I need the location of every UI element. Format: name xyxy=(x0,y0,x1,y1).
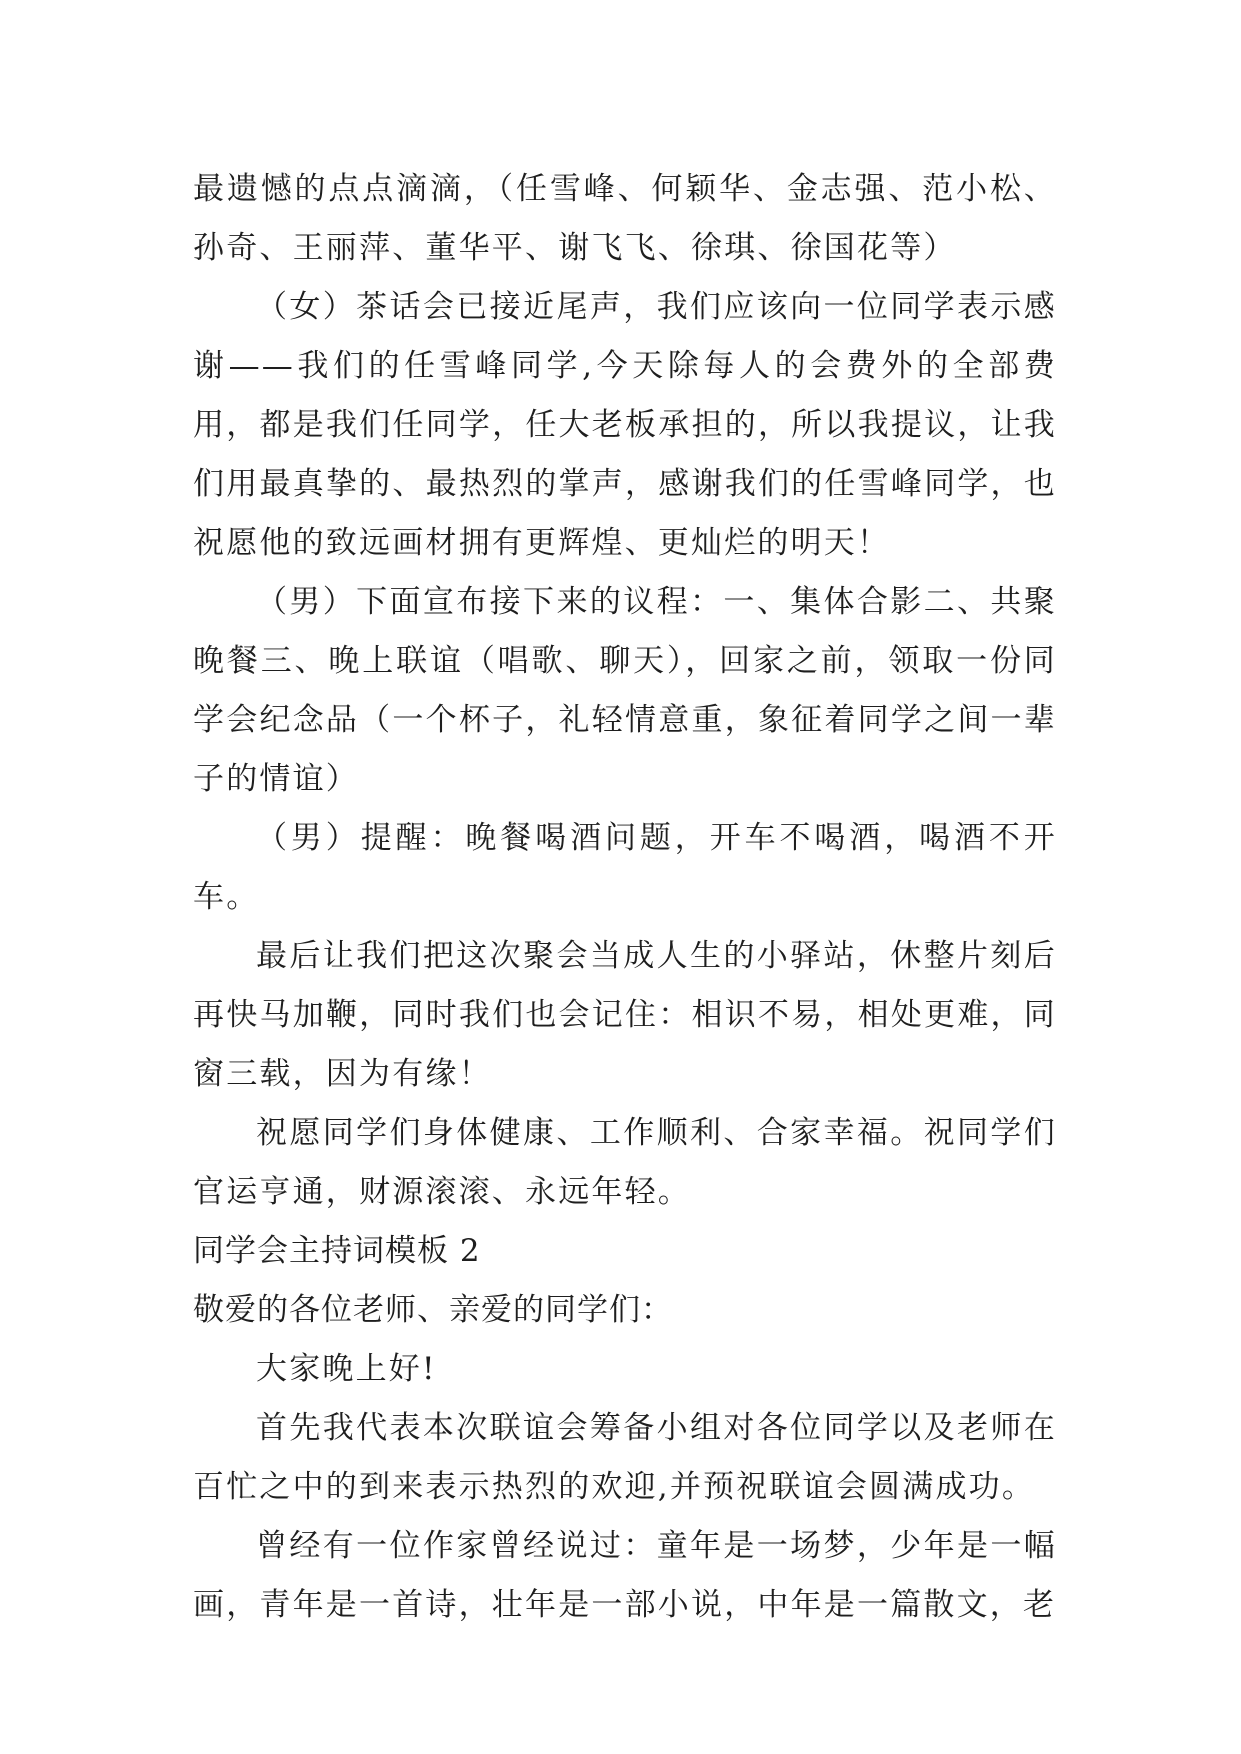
paragraph-2: （女）茶话会已接近尾声，我们应该向一位同学表示感谢——我们的任雪峰同学,今天除每人的会费外的全部费用，都是我们任同学，任大老板承担的，所以我提议，让我们用最真挚的、最热烈的掌声，感谢我们的任雪峰同学，也祝愿他的致远画材拥有更辉煌、更灿烂的明天！ xyxy=(193,289,1057,561)
paragraph-1: 最遗憾的点点滴滴，（任雪峰、何颖华、金志强、范小松、孙奇、王丽萍、董华平、谢飞飞、徐琪、徐国花等） xyxy=(193,171,1057,266)
paragraph-3: （男）下面宣布接下来的议程：一、集体合影二、共聚晚餐三、晚上联谊（唱歌、聊天），回家之前，领取一份同学会纪念品（一个杯子，礼轻情意重，象征着同学之间一辈子的情谊） xyxy=(193,584,1057,797)
greeting: 大家晚上好! xyxy=(256,1351,437,1387)
document-body xyxy=(193,160,1057,1635)
paragraph-4: （男）提醒：晚餐喝酒问题，开车不喝酒，喝酒不开车。 xyxy=(193,820,1057,915)
section-heading: 同学会主持词模板 2 xyxy=(193,1233,481,1269)
paragraph-7: 首先我代表本次联谊会筹备小组对各位同学以及老师在百忙之中的到来表示热烈的欢迎,并预祝联谊会圆满成功。 xyxy=(193,1410,1057,1505)
paragraph-6: 祝愿同学们身体健康、工作顺利、合家幸福。祝同学们官运亨通，财源滚滚、永远年轻。 xyxy=(193,1115,1057,1210)
paragraph-8: 曾经有一位作家曾经说过：童年是一场梦，少年是一幅画，青年是一首诗，壮年是一部小说，中年是一篇散文，老 xyxy=(193,1528,1057,1623)
salutation: 敬爱的各位老师、亲爱的同学们： xyxy=(193,1292,673,1328)
paragraph-5: 最后让我们把这次聚会当成人生的小驿站，休整片刻后再快马加鞭，同时我们也会记住：相识不易，相处更难，同窗三载，因为有缘！ xyxy=(193,938,1057,1092)
